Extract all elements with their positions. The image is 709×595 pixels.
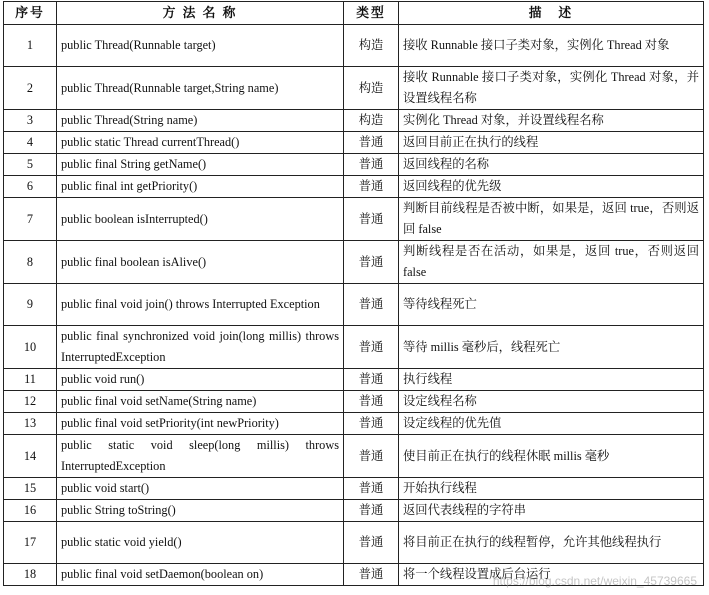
row-type: 构造 xyxy=(344,25,399,67)
header-method: 方 法 名 称 xyxy=(57,2,344,25)
row-num: 14 xyxy=(4,435,57,478)
table-row xyxy=(4,132,704,154)
row-num: 5 xyxy=(4,154,57,176)
row-type: 构造 xyxy=(344,110,399,132)
table-row xyxy=(4,564,704,586)
row-num: 13 xyxy=(4,413,57,435)
row-desc: 返回代表线程的字符串 xyxy=(399,500,704,522)
row-desc: 设定线程的优先值 xyxy=(399,413,704,435)
row-num: 3 xyxy=(4,110,57,132)
row-desc: 返回线程的名称 xyxy=(399,154,704,176)
row-desc: 判断线程是否在活动，如果是，返回 true，否则返回 false xyxy=(399,241,704,284)
header-row xyxy=(4,2,704,25)
row-type: 普通 xyxy=(344,284,399,326)
table-row xyxy=(4,500,704,522)
table-row xyxy=(4,284,704,326)
row-desc: 将一个线程设置成后台运行 xyxy=(399,564,704,586)
row-type: 普通 xyxy=(344,500,399,522)
row-desc: 返回线程的优先级 xyxy=(399,176,704,198)
table-row xyxy=(4,110,704,132)
row-type: 普通 xyxy=(344,478,399,500)
row-num: 11 xyxy=(4,369,57,391)
row-method: public static void yield() xyxy=(57,522,344,564)
row-type: 普通 xyxy=(344,198,399,241)
row-type: 普通 xyxy=(344,522,399,564)
row-desc: 等待 millis 毫秒后，线程死亡 xyxy=(399,326,704,369)
table-row xyxy=(4,176,704,198)
row-method: public boolean isInterrupted() xyxy=(57,198,344,241)
row-method: public final void join() throws Interrupted Exception xyxy=(57,284,344,326)
row-method: public final void setName(String name) xyxy=(57,391,344,413)
row-method: public static void sleep(long millis) throws InterruptedException xyxy=(57,435,344,478)
source-watermark: https://blog.csdn.net/weixin_45739665 xyxy=(492,574,697,588)
row-desc: 实例化 Thread 对象，并设置线程名称 xyxy=(399,110,704,132)
header-num: 序号 xyxy=(4,2,57,25)
row-type: 普通 xyxy=(344,413,399,435)
row-num: 7 xyxy=(4,198,57,241)
row-num: 12 xyxy=(4,391,57,413)
row-method: public void start() xyxy=(57,478,344,500)
row-num: 8 xyxy=(4,241,57,284)
row-desc: 接收 Runnable 接口子类对象，实例化 Thread 对象 xyxy=(399,25,704,67)
table-row xyxy=(4,369,704,391)
table-row xyxy=(4,413,704,435)
row-method: public final void setDaemon(boolean on) xyxy=(57,564,344,586)
row-desc: 将目前正在执行的线程暂停，允许其他线程执行 xyxy=(399,522,704,564)
row-desc: 判断目前线程是否被中断，如果是，返回 true，否则返回 false xyxy=(399,198,704,241)
row-type: 普通 xyxy=(344,435,399,478)
row-type: 普通 xyxy=(344,241,399,284)
row-type: 普通 xyxy=(344,154,399,176)
table-row xyxy=(4,241,704,284)
row-desc: 设定线程名称 xyxy=(399,391,704,413)
row-desc: 接收 Runnable 接口子类对象，实例化 Thread 对象，并设置线程名称 xyxy=(399,67,704,110)
row-num: 10 xyxy=(4,326,57,369)
row-desc: 返回目前正在执行的线程 xyxy=(399,132,704,154)
table-row xyxy=(4,478,704,500)
row-num: 4 xyxy=(4,132,57,154)
row-num: 9 xyxy=(4,284,57,326)
row-desc: 等待线程死亡 xyxy=(399,284,704,326)
row-method: public final int getPriority() xyxy=(57,176,344,198)
row-method: public String toString() xyxy=(57,500,344,522)
row-num: 1 xyxy=(4,25,57,67)
row-method: public Thread(Runnable target) xyxy=(57,25,344,67)
row-method: public final String getName() xyxy=(57,154,344,176)
row-method: public Thread(Runnable target,String name) xyxy=(57,67,344,110)
row-type: 普通 xyxy=(344,326,399,369)
row-desc: 使目前正在执行的线程休眠 millis 毫秒 xyxy=(399,435,704,478)
header-type: 类型 xyxy=(344,2,399,25)
table-row xyxy=(4,25,704,67)
row-num: 18 xyxy=(4,564,57,586)
row-method: public final void setPriority(int newPriority) xyxy=(57,413,344,435)
table-row xyxy=(4,391,704,413)
row-num: 16 xyxy=(4,500,57,522)
table-row xyxy=(4,326,704,369)
row-type: 普通 xyxy=(344,369,399,391)
row-type: 普通 xyxy=(344,391,399,413)
row-desc: 开始执行线程 xyxy=(399,478,704,500)
row-method: public static Thread currentThread() xyxy=(57,132,344,154)
row-num: 6 xyxy=(4,176,57,198)
row-desc: 执行线程 xyxy=(399,369,704,391)
table-row xyxy=(4,522,704,564)
table-row xyxy=(4,67,704,110)
header-desc: 描 述 xyxy=(399,2,704,25)
row-num: 15 xyxy=(4,478,57,500)
row-type: 普通 xyxy=(344,564,399,586)
row-method: public Thread(String name) xyxy=(57,110,344,132)
row-type: 构造 xyxy=(344,67,399,110)
row-num: 17 xyxy=(4,522,57,564)
row-method: public void run() xyxy=(57,369,344,391)
row-type: 普通 xyxy=(344,132,399,154)
row-method: public final synchronized void join(long millis) throws InterruptedException xyxy=(57,326,344,369)
table-row xyxy=(4,435,704,478)
table-row xyxy=(4,198,704,241)
thread-methods-table xyxy=(3,1,704,586)
row-method: public final boolean isAlive() xyxy=(57,241,344,284)
row-num: 2 xyxy=(4,67,57,110)
row-type: 普通 xyxy=(344,176,399,198)
table-row xyxy=(4,154,704,176)
